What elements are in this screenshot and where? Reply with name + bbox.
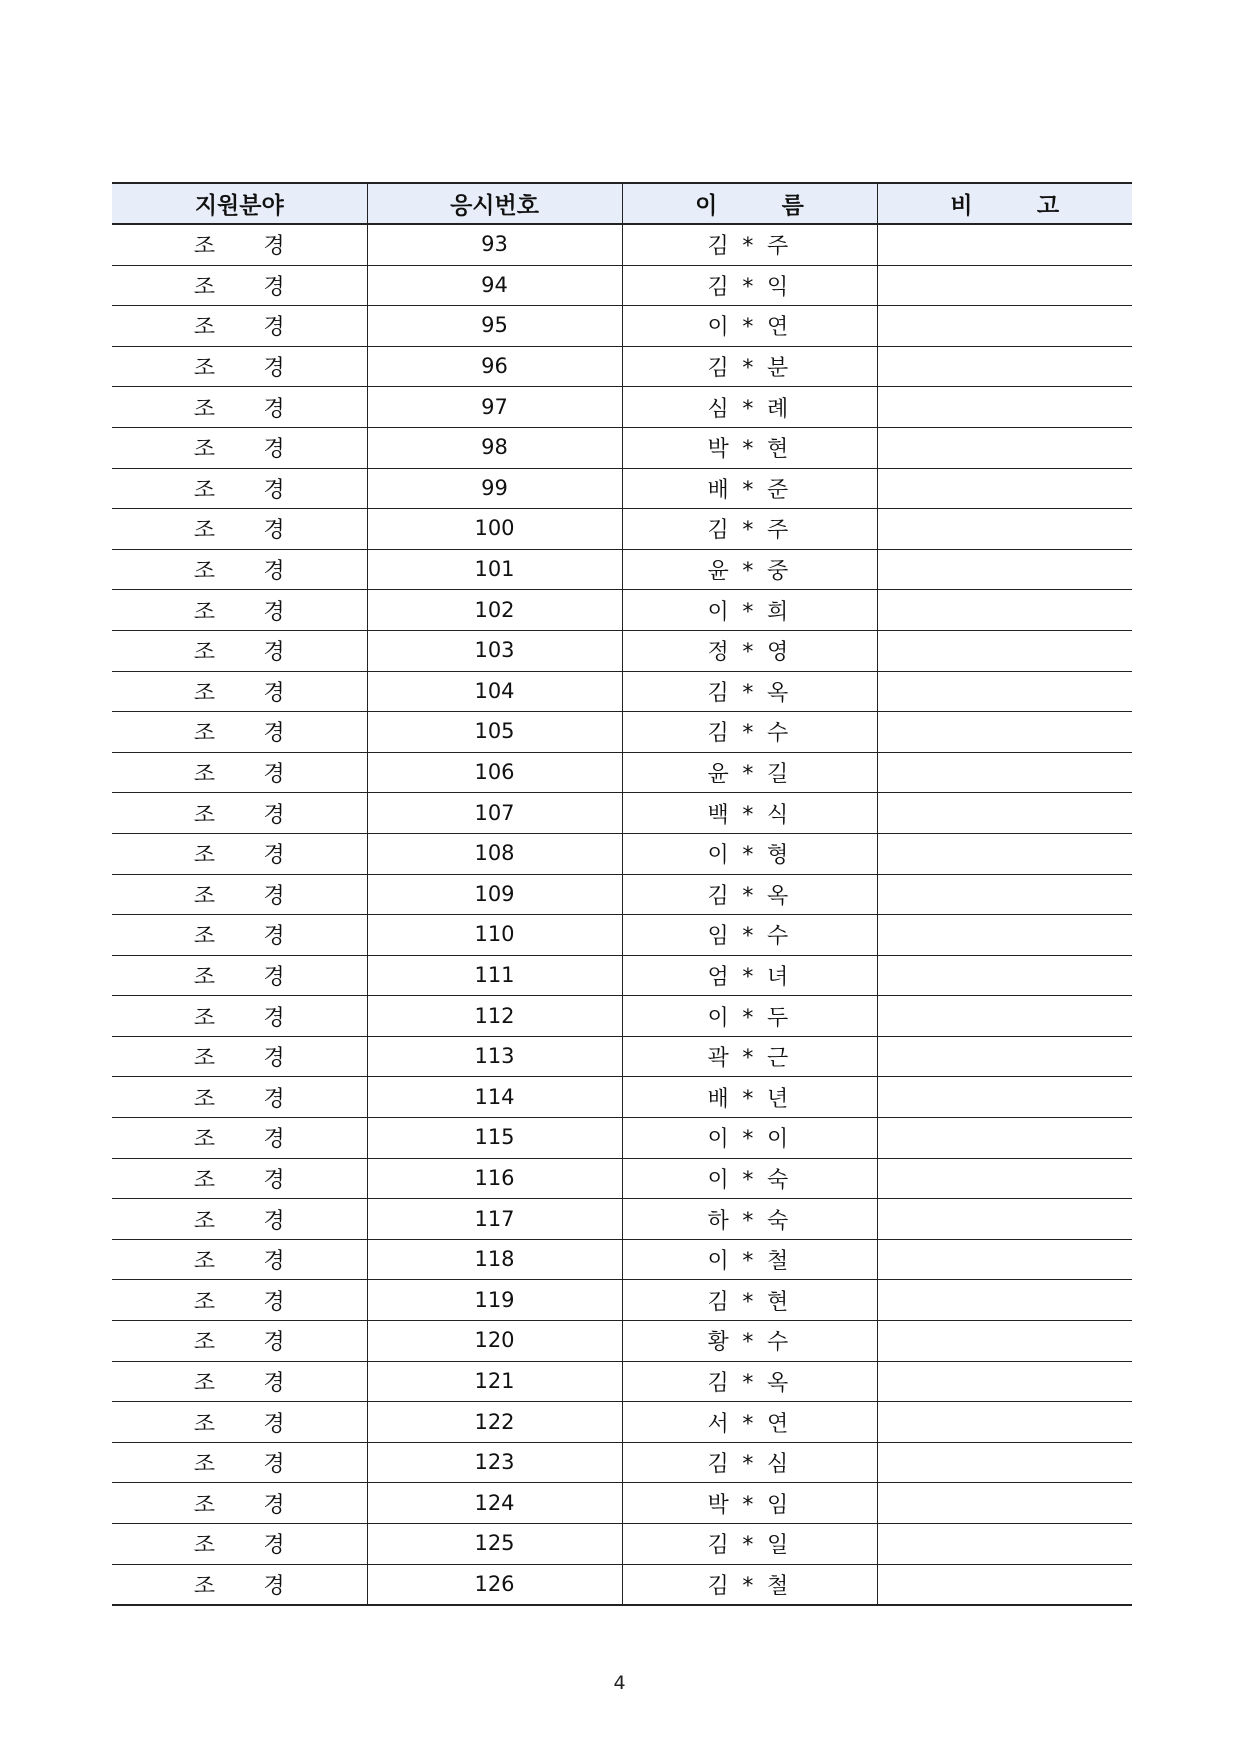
name-cell: 이 * 두	[622, 996, 877, 1037]
table-row	[112, 712, 1132, 753]
name-cell: 김 * 현	[622, 1280, 877, 1321]
field-cell: 조경	[112, 1361, 367, 1402]
number-cell: 112	[367, 996, 622, 1037]
field-cell: 조경	[112, 265, 367, 306]
number-cell: 109	[367, 874, 622, 915]
number-cell: 119	[367, 1280, 622, 1321]
note-cell	[877, 1036, 1132, 1077]
field-cell: 조경	[112, 833, 367, 874]
number-cell: 96	[367, 346, 622, 387]
name-cell: 곽 * 근	[622, 1036, 877, 1077]
name-cell: 심 * 례	[622, 387, 877, 428]
name-cell: 백 * 식	[622, 793, 877, 834]
field-cell: 조경	[112, 671, 367, 712]
table-row	[112, 265, 1132, 306]
name-cell: 이 * 이	[622, 1118, 877, 1159]
name-cell: 배 * 년	[622, 1077, 877, 1118]
note-cell	[877, 955, 1132, 996]
number-cell: 107	[367, 793, 622, 834]
note-cell	[877, 874, 1132, 915]
field-cell: 조경	[112, 996, 367, 1037]
number-cell: 115	[367, 1118, 622, 1159]
note-cell	[877, 1239, 1132, 1280]
name-cell: 이 * 철	[622, 1239, 877, 1280]
number-cell: 121	[367, 1361, 622, 1402]
header-name: 이 름	[622, 183, 877, 224]
table-row	[112, 833, 1132, 874]
table-row	[112, 1036, 1132, 1077]
note-cell	[877, 915, 1132, 956]
name-cell: 이 * 희	[622, 590, 877, 631]
number-cell: 116	[367, 1158, 622, 1199]
table-row	[112, 955, 1132, 996]
name-cell: 김 * 옥	[622, 671, 877, 712]
note-cell	[877, 549, 1132, 590]
name-cell: 박 * 현	[622, 427, 877, 468]
table-row	[112, 224, 1132, 265]
number-cell: 102	[367, 590, 622, 631]
note-cell	[877, 671, 1132, 712]
field-cell: 조경	[112, 468, 367, 509]
table-row	[112, 1239, 1132, 1280]
field-cell: 조경	[112, 427, 367, 468]
name-cell: 김 * 옥	[622, 874, 877, 915]
number-cell: 125	[367, 1524, 622, 1565]
field-cell: 조경	[112, 1564, 367, 1605]
table-row	[112, 346, 1132, 387]
name-cell: 김 * 주	[622, 509, 877, 550]
note-cell	[877, 224, 1132, 265]
table-row	[112, 1361, 1132, 1402]
number-cell: 123	[367, 1442, 622, 1483]
number-cell: 105	[367, 712, 622, 753]
note-cell	[877, 1199, 1132, 1240]
table-row	[112, 427, 1132, 468]
table-row	[112, 1483, 1132, 1524]
name-cell: 박 * 임	[622, 1483, 877, 1524]
field-cell: 조경	[112, 509, 367, 550]
table-row	[112, 1321, 1132, 1362]
name-cell: 배 * 준	[622, 468, 877, 509]
number-cell: 98	[367, 427, 622, 468]
name-cell: 김 * 심	[622, 1442, 877, 1483]
field-cell: 조경	[112, 1442, 367, 1483]
field-cell: 조경	[112, 874, 367, 915]
table-row	[112, 630, 1132, 671]
field-cell: 조경	[112, 1483, 367, 1524]
note-cell	[877, 833, 1132, 874]
name-cell: 윤 * 길	[622, 752, 877, 793]
field-cell: 조경	[112, 306, 367, 347]
name-cell: 하 * 숙	[622, 1199, 877, 1240]
number-cell: 120	[367, 1321, 622, 1362]
field-cell: 조경	[112, 1321, 367, 1362]
name-cell: 이 * 숙	[622, 1158, 877, 1199]
table-row	[112, 996, 1132, 1037]
table-row	[112, 1442, 1132, 1483]
note-cell	[877, 630, 1132, 671]
number-cell: 97	[367, 387, 622, 428]
table-row	[112, 306, 1132, 347]
note-cell	[877, 1483, 1132, 1524]
table-header-row	[112, 183, 1132, 224]
name-cell: 김 * 철	[622, 1564, 877, 1605]
number-cell: 95	[367, 306, 622, 347]
table-row	[112, 915, 1132, 956]
note-cell	[877, 509, 1132, 550]
field-cell: 조경	[112, 1199, 367, 1240]
note-cell	[877, 468, 1132, 509]
name-cell: 황 * 수	[622, 1321, 877, 1362]
note-cell	[877, 1118, 1132, 1159]
number-cell: 106	[367, 752, 622, 793]
field-cell: 조경	[112, 549, 367, 590]
number-cell: 124	[367, 1483, 622, 1524]
note-cell	[877, 1158, 1132, 1199]
number-cell: 104	[367, 671, 622, 712]
name-cell: 서 * 연	[622, 1402, 877, 1443]
note-cell	[877, 1564, 1132, 1605]
field-cell: 조경	[112, 1280, 367, 1321]
table-row	[112, 468, 1132, 509]
name-cell: 김 * 분	[622, 346, 877, 387]
field-cell: 조경	[112, 712, 367, 753]
number-cell: 101	[367, 549, 622, 590]
field-cell: 조경	[112, 915, 367, 956]
table-body	[112, 224, 1132, 1605]
page-number: 4	[613, 1672, 626, 1694]
field-cell: 조경	[112, 1036, 367, 1077]
header-number: 응시번호	[367, 183, 622, 224]
header-field: 지원분야	[112, 183, 367, 224]
field-cell: 조경	[112, 793, 367, 834]
field-cell: 조경	[112, 1158, 367, 1199]
field-cell: 조경	[112, 752, 367, 793]
note-cell	[877, 1321, 1132, 1362]
field-cell: 조경	[112, 346, 367, 387]
table-row	[112, 671, 1132, 712]
note-cell	[877, 1280, 1132, 1321]
header-note: 비 고	[877, 183, 1132, 224]
note-cell	[877, 1524, 1132, 1565]
note-cell	[877, 752, 1132, 793]
note-cell	[877, 346, 1132, 387]
table-row	[112, 387, 1132, 428]
note-cell	[877, 1442, 1132, 1483]
field-cell: 조경	[112, 590, 367, 631]
number-cell: 126	[367, 1564, 622, 1605]
name-cell: 윤 * 중	[622, 549, 877, 590]
name-cell: 김 * 옥	[622, 1361, 877, 1402]
note-cell	[877, 793, 1132, 834]
field-cell: 조경	[112, 630, 367, 671]
number-cell: 93	[367, 224, 622, 265]
number-cell: 111	[367, 955, 622, 996]
note-cell	[877, 306, 1132, 347]
number-cell: 100	[367, 509, 622, 550]
table-row	[112, 549, 1132, 590]
name-cell: 정 * 영	[622, 630, 877, 671]
table-row	[112, 509, 1132, 550]
table-row	[112, 793, 1132, 834]
note-cell	[877, 1402, 1132, 1443]
number-cell: 94	[367, 265, 622, 306]
table-row	[112, 1564, 1132, 1605]
name-cell: 이 * 형	[622, 833, 877, 874]
field-cell: 조경	[112, 224, 367, 265]
name-cell: 김 * 일	[622, 1524, 877, 1565]
field-cell: 조경	[112, 1077, 367, 1118]
number-cell: 113	[367, 1036, 622, 1077]
number-cell: 103	[367, 630, 622, 671]
field-cell: 조경	[112, 387, 367, 428]
number-cell: 110	[367, 915, 622, 956]
note-cell	[877, 427, 1132, 468]
note-cell	[877, 590, 1132, 631]
field-cell: 조경	[112, 1524, 367, 1565]
name-cell: 김 * 수	[622, 712, 877, 753]
note-cell	[877, 1077, 1132, 1118]
note-cell	[877, 387, 1132, 428]
table-row	[112, 752, 1132, 793]
table-row	[112, 1118, 1132, 1159]
name-cell: 이 * 연	[622, 306, 877, 347]
field-cell: 조경	[112, 1402, 367, 1443]
name-cell: 김 * 주	[622, 224, 877, 265]
applicant-table	[112, 182, 1132, 1606]
field-cell: 조경	[112, 1239, 367, 1280]
table-row	[112, 590, 1132, 631]
table-row	[112, 1280, 1132, 1321]
table-row	[112, 1158, 1132, 1199]
table-row	[112, 1402, 1132, 1443]
table-row	[112, 1524, 1132, 1565]
field-cell: 조경	[112, 955, 367, 996]
note-cell	[877, 712, 1132, 753]
table-row	[112, 874, 1132, 915]
number-cell: 99	[367, 468, 622, 509]
number-cell: 117	[367, 1199, 622, 1240]
number-cell: 122	[367, 1402, 622, 1443]
table-row	[112, 1199, 1132, 1240]
table-row	[112, 1077, 1132, 1118]
name-cell: 임 * 수	[622, 915, 877, 956]
number-cell: 118	[367, 1239, 622, 1280]
name-cell: 엄 * 녀	[622, 955, 877, 996]
note-cell	[877, 1361, 1132, 1402]
number-cell: 114	[367, 1077, 622, 1118]
name-cell: 김 * 익	[622, 265, 877, 306]
number-cell: 108	[367, 833, 622, 874]
note-cell	[877, 996, 1132, 1037]
field-cell: 조경	[112, 1118, 367, 1159]
note-cell	[877, 265, 1132, 306]
